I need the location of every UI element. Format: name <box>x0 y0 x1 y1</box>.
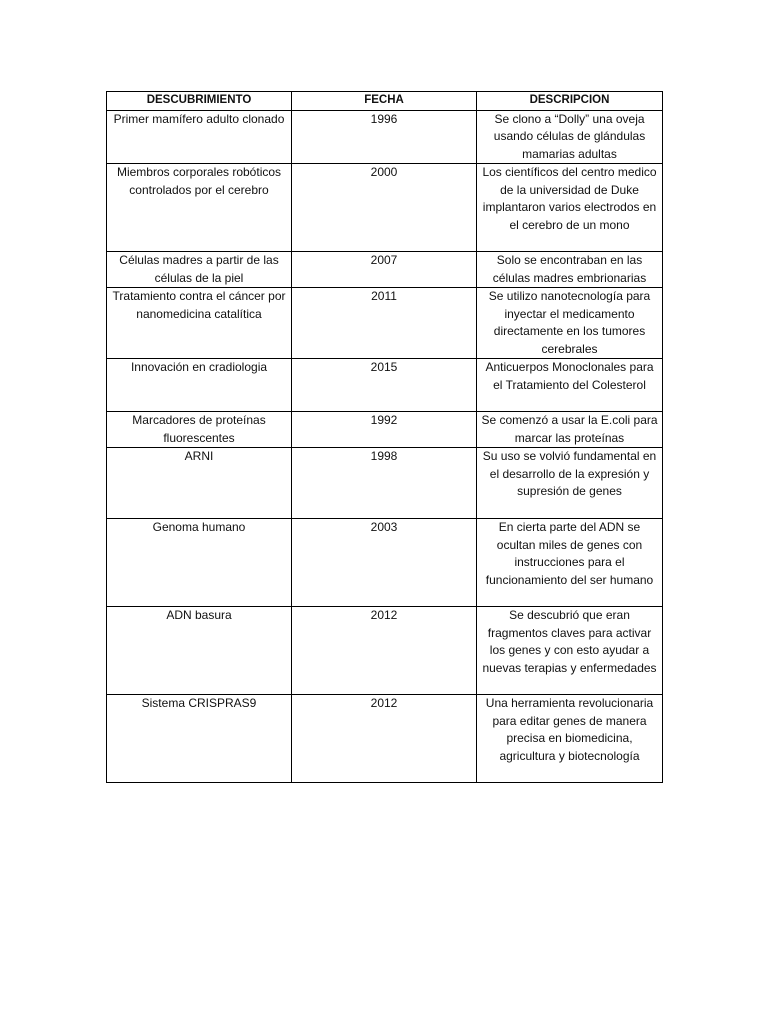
table-row <box>107 288 663 359</box>
header-description: DESCRIPCION <box>477 92 663 111</box>
cell-description: Se clono a “Dolly” una oveja usando células de glándulas mamarias adultas <box>477 110 663 164</box>
header-date: FECHA <box>292 92 477 111</box>
discoveries-table <box>106 91 663 783</box>
table-header <box>107 92 663 111</box>
table-row <box>107 448 663 519</box>
cell-discovery: Células madres a partir de las células de la piel <box>107 252 292 288</box>
cell-discovery: Primer mamífero adulto clonado <box>107 110 292 164</box>
header-row <box>107 92 663 111</box>
cell-description: Se descubrió que eran fragmentos claves para activar los genes y con esto ayudar a nuevas terapias y enfermedades <box>477 607 663 695</box>
table-row <box>107 252 663 288</box>
cell-description: Los científicos del centro medico de la universidad de Duke implantaron varios electrodos en el cerebro de un mono <box>477 164 663 252</box>
cell-date: 2007 <box>292 252 477 288</box>
cell-description: Se utilizo nanotecnología para inyectar el medicamento directamente en los tumores cerebrales <box>477 288 663 359</box>
cell-date: 2000 <box>292 164 477 252</box>
cell-discovery: Miembros corporales robóticos controlados por el cerebro <box>107 164 292 252</box>
cell-description: Una herramienta revolucionaria para editar genes de manera precisa en biomedicina, agricultura y biotecnología <box>477 695 663 783</box>
cell-date: 2003 <box>292 519 477 607</box>
cell-date: 1992 <box>292 412 477 448</box>
cell-discovery: Tratamiento contra el cáncer por nanomedicina catalítica <box>107 288 292 359</box>
cell-date: 1998 <box>292 448 477 519</box>
table-row <box>107 519 663 607</box>
cell-description: En cierta parte del ADN se ocultan miles de genes con instrucciones para el funcionamiento del ser humano <box>477 519 663 607</box>
cell-discovery: ADN basura <box>107 607 292 695</box>
table-row <box>107 695 663 783</box>
cell-discovery: Genoma humano <box>107 519 292 607</box>
cell-discovery: Innovación en cradiologia <box>107 359 292 412</box>
cell-date: 2012 <box>292 695 477 783</box>
table-row <box>107 110 663 164</box>
cell-description: Anticuerpos Monoclonales para el Tratamiento del Colesterol <box>477 359 663 412</box>
table-row <box>107 412 663 448</box>
cell-discovery: Sistema CRISPRAS9 <box>107 695 292 783</box>
cell-discovery: ARNI <box>107 448 292 519</box>
cell-date: 2012 <box>292 607 477 695</box>
cell-date: 2015 <box>292 359 477 412</box>
table-row <box>107 164 663 252</box>
table-row <box>107 607 663 695</box>
cell-discovery: Marcadores de proteínas fluorescentes <box>107 412 292 448</box>
cell-description: Su uso se volvió fundamental en el desarrollo de la expresión y supresión de genes <box>477 448 663 519</box>
cell-date: 1996 <box>292 110 477 164</box>
table-row <box>107 359 663 412</box>
cell-date: 2011 <box>292 288 477 359</box>
table-body <box>107 110 663 783</box>
header-discovery: DESCUBRIMIENTO <box>107 92 292 111</box>
cell-description: Se comenzó a usar la E.coli para marcar las proteínas <box>477 412 663 448</box>
cell-description: Solo se encontraban en las células madres embrionarias <box>477 252 663 288</box>
